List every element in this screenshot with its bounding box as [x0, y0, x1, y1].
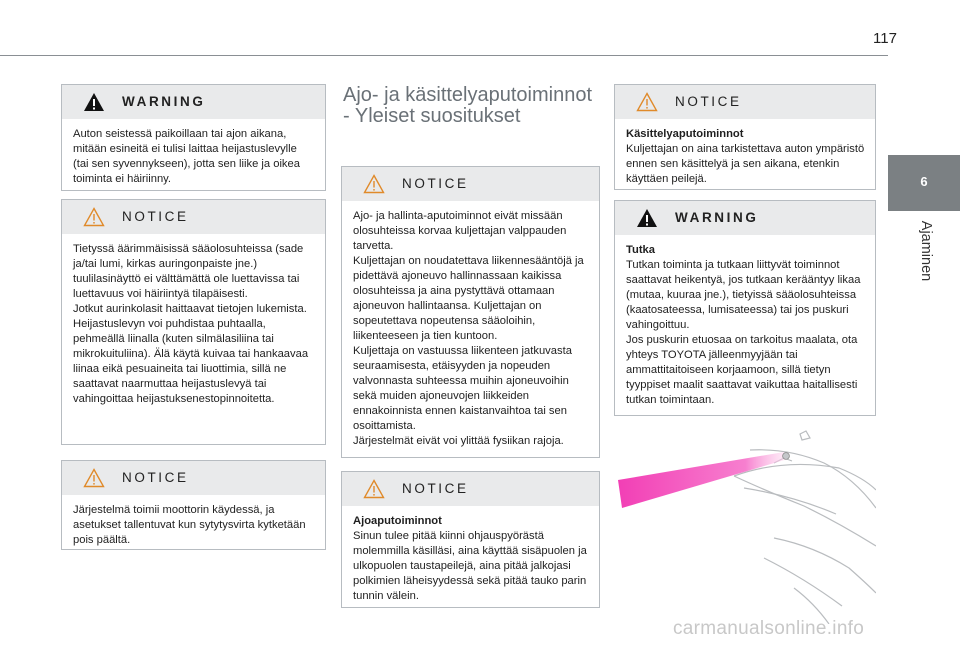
warning-icon	[83, 92, 105, 112]
notice-subtitle: Ajoaputoiminnot	[353, 515, 442, 527]
warning-text: Auton seistessä paikoillaan tai ajon aikana, mitään esineitä ei tulisi laittaa heijastuslevylle (tai sen syvennykseen), jotta sen liike ja oikea toiminta ei häiriinny.	[73, 128, 300, 185]
radar-illustration	[614, 428, 876, 624]
notice-title: NOTICE	[675, 94, 742, 109]
caution-icon	[636, 92, 658, 112]
chapter-number: 6	[920, 174, 928, 189]
notice-title: NOTICE	[122, 209, 189, 224]
notice-header	[615, 85, 875, 119]
radar-beam	[618, 452, 788, 508]
watermark: carmanualsonline.info	[673, 618, 865, 639]
notice-box-driver-responsibility	[341, 166, 600, 458]
warning-title: WARNING	[675, 210, 759, 225]
notice-body: Kuljettajan on aina tarkistettava auton ympäristö ennen sen käsittelyä ja sen aikana, etenkin käyttäen peilejä.	[626, 143, 865, 185]
chapter-tab	[888, 155, 960, 211]
notice-text	[615, 119, 875, 195]
header-rule	[0, 55, 888, 56]
notice-title: NOTICE	[122, 470, 189, 485]
notice-text: Ajo- ja hallinta-aputoiminnot eivät missään olosuhteissa korvaa kuljettajan valppauden tarvetta. Kuljettajan on noudatettava liikennesääntöjä ja pidettävä ajoneuvo hallinnassaan kaikissa olosuhteissa ja aina pystyttävä ottamaan ajoneuvon hallintaansa. Kuljettajan on sopeutettava nopeutensa sääoloihin, liikenteeseen ja tien kuntoon. Kuljettaja on vastuussa liikenteen jatkuvasta seuraamisesta, etäisyyden ja nopeuden valvonnasta suhteessa muihin ajoneuvoihin sekä muiden ajoneuvojen liikkeiden ennakoinnista ennen kaistanvaihtoa tai sen osoittamista. Järjestelmät eivät voi ylittää fysiikan rajoja.	[353, 210, 584, 447]
warning-box-radar	[614, 200, 876, 416]
notice-box-settings	[61, 460, 326, 550]
notice-box-maneuvering-aids	[614, 84, 876, 190]
chapter-label: Ajaminen	[918, 220, 934, 282]
notice-box-readability	[61, 199, 326, 445]
notice-subtitle: Käsittelyaputoiminnot	[626, 128, 744, 140]
radar-sensor	[783, 453, 790, 460]
page-number: 117	[873, 30, 897, 47]
warning-header	[62, 85, 325, 119]
caution-icon	[83, 207, 105, 227]
warning-subtitle: Tutka	[626, 244, 656, 256]
section-heading: Ajo- ja käsittelyaputoiminnot - Yleiset suositukset	[343, 84, 593, 127]
warning-icon	[636, 208, 658, 228]
caution-icon	[363, 479, 385, 499]
warning-box-mirror	[61, 84, 326, 191]
warning-text	[615, 235, 875, 416]
warning-title: WARNING	[122, 94, 206, 109]
notice-header	[342, 472, 599, 506]
notice-title: NOTICE	[402, 176, 469, 191]
notice-header	[342, 167, 599, 201]
notice-box-driving-aids	[341, 471, 600, 608]
caution-icon	[363, 174, 385, 194]
notice-text: Tietyssä äärimmäisissä sääolosuhteissa (sade ja/tai lumi, kirkas auringonpaiste jne.) tuulilasinäyttö ei välttämättä ole luettavissa tai luettavuus voi häiriintyä tilapäisesti. Jotkut aurinkolasit haittaavat tietojen lukemista. Heijastuslevyn voi puhdistaa puhtaalla, pehmeällä liinalla (kuten silmälasiliina tai mikrokuituliina). Älä käytä kuivaa tai hankaavaa liinaa eikä pesuaineita tai liuottimia, sillä ne saattavat naarmuttaa heijastuslevyä tai vahingoittaa heijastuksenestopinnoitetta.	[73, 243, 309, 405]
notice-body: Sinun tulee pitää kiinni ohjauspyörästä molemmilla käsilläsi, aina käyttää sisäpuolen ja ulkopuolen taustapeilejä, aina pitää jalkojasi polkimien läheisyydessä sekä pitää tauko parin tunnin välein.	[353, 530, 587, 602]
caution-icon	[83, 468, 105, 488]
notice-header	[62, 200, 325, 234]
notice-header	[62, 461, 325, 495]
warning-header	[615, 201, 875, 235]
notice-text	[342, 506, 599, 612]
warning-body: Tutkan toiminta ja tutkaan liittyvät toiminnot saattavat heikentyä, jos tutkaan kerääntyy likaa (mutaa, kuuraa jne.), tietyissä sääolosuhteissa (kaatosateessa, lumisateessa) tai jos puskuri vahingoittuu. Jos puskurin etuosaa on tarkoitus maalata, ota yhteys TOYOTA jälleenmyyjään tai ammattitaitoiseen korjaamoon, sillä tietyn tyyppiset maalit saattavat vaikuttaa haitallisesti tutkan toimintaan.	[626, 259, 861, 406]
notice-text: Järjestelmä toimii moottorin käydessä, ja asetukset tallentuvat kun sytytysvirta kytketään pois päältä.	[73, 504, 306, 546]
notice-title: NOTICE	[402, 481, 469, 496]
